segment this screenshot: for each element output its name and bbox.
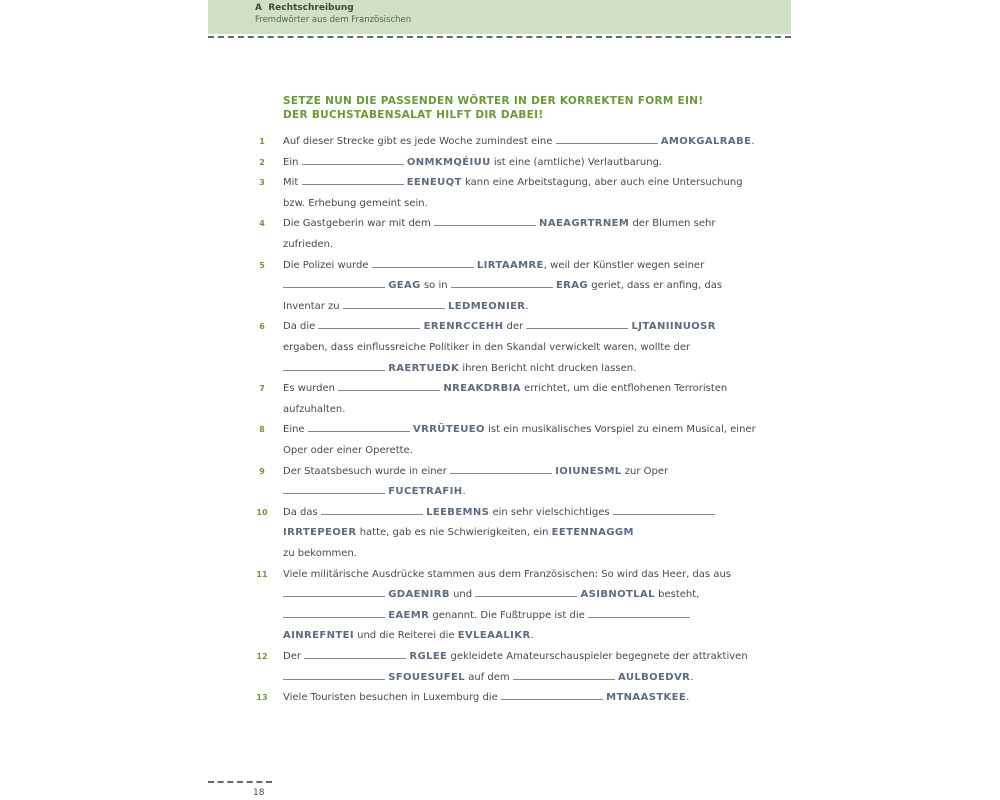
exercise-text: kann eine Arbeitstagung, aber auch eine Untersuchung [461, 177, 743, 189]
answer-blank[interactable] [501, 689, 603, 700]
exercise-text: Die Gastgeberin war mit dem [283, 218, 434, 230]
exercise-text: genannt. Die Fußtruppe ist die [429, 609, 588, 621]
scrambled-word: NREAKDRBIA [443, 383, 521, 395]
exercise-text: ein sehr vielschichtiges [489, 506, 613, 518]
scrambled-word: EVLEAALIKR [457, 630, 531, 642]
task-instruction [283, 94, 763, 122]
exercise-line [283, 153, 773, 173]
exercise-line [283, 482, 773, 502]
scrambled-word: LIRTAAMRE [476, 259, 544, 271]
exercise-line [283, 688, 773, 708]
exercise-number: 7 [259, 384, 265, 394]
chapter-subtitle: Fremdwörter aus dem Französischen [255, 15, 412, 25]
scrambled-word: SFOUESUFEL [388, 671, 466, 683]
exercise-number: 11 [256, 569, 268, 579]
exercise-number: 6 [259, 322, 265, 332]
answer-blank[interactable] [283, 669, 385, 680]
exercise-text: errichtet, um die entflohenen Terroristen [520, 383, 728, 395]
exercise-text: . [690, 671, 694, 683]
task-instruction-line-2: DER BUCHSTABENSALAT HILFT DIR DABEI! [283, 109, 544, 121]
exercise-line [283, 194, 773, 214]
exercise-text: . [686, 692, 690, 704]
exercise-text: und [449, 589, 476, 601]
exercise-number: 4 [259, 219, 265, 229]
answer-blank[interactable] [434, 215, 536, 226]
exercise-number: 13 [256, 693, 268, 703]
exercise-text: zu bekommen. [283, 548, 357, 559]
exercise-text: Mit [283, 177, 302, 189]
exercise-line [283, 544, 773, 564]
exercise-text: Da das [283, 506, 321, 518]
task-instruction-line-1: SETZE NUN DIE PASSENDEN WÖRTER IN DER KORREKTEN FORM EIN! [283, 95, 704, 107]
scrambled-word: LJTANIINUOSR [631, 321, 716, 333]
scrambled-word: EENEUQT [406, 177, 462, 189]
exercise-number: 2 [259, 157, 265, 167]
answer-blank[interactable] [513, 669, 615, 680]
exercise-number: 3 [259, 178, 265, 188]
exercise-text: Ein [283, 156, 302, 168]
scrambled-word: RAERTUEDK [388, 362, 460, 374]
scrambled-word: GEAG [388, 280, 421, 292]
answer-blank[interactable] [343, 298, 445, 309]
scrambled-word: IRRTEPEOER [283, 527, 357, 539]
exercise-number: 9 [259, 466, 265, 476]
exercise-number: 12 [256, 652, 268, 661]
scrambled-word: AMOKGALRABE [660, 136, 752, 147]
exercise-text: Viele Touristen besuchen in Luxemburg die [283, 692, 501, 704]
exercise-line [283, 606, 773, 626]
chapter-header [208, 0, 791, 34]
header-divider [208, 36, 791, 38]
exercise-text: und die Reiterei die [353, 630, 458, 642]
scrambled-word: FUCETRAFIH [388, 486, 463, 498]
exercise-text: der [503, 321, 527, 333]
exercise-text: auf dem [465, 671, 513, 683]
scrambled-word: AULBOEDVR [617, 671, 691, 683]
exercise-text: aufzuhalten. [283, 403, 346, 415]
answer-blank[interactable] [556, 133, 658, 144]
exercise-line [283, 647, 773, 667]
exercise-line [283, 359, 773, 379]
exercise-text: . [751, 136, 755, 147]
exercise-text: zufrieden. [283, 239, 334, 250]
exercise-text: ist ein musikalisches Vorspiel zu einem Musical, einer [484, 424, 756, 436]
exercise-text: der Blumen sehr [629, 218, 716, 230]
exercise-text: bzw. Erhebung gemeint sein. [283, 197, 428, 209]
scrambled-word: ONMKMQÉIUU [406, 156, 491, 168]
scrambled-word: EAEMR [388, 609, 430, 621]
scrambled-word: RGLEE [409, 651, 448, 662]
exercise-text: Inventar zu [283, 300, 343, 312]
exercise-text: hatte, gab es nie Schwierigkeiten, ein [356, 527, 552, 539]
exercise-line [283, 235, 773, 255]
exercise-line [283, 420, 773, 440]
answer-blank[interactable] [338, 380, 440, 391]
answer-blank[interactable] [283, 360, 385, 371]
exercise-line [283, 523, 773, 543]
answer-blank[interactable] [321, 504, 423, 515]
answer-blank[interactable] [283, 277, 385, 288]
exercise-text: Viele militärische Ausdrücke stammen aus dem Französischen: So wird das Heer, das aus [283, 568, 731, 580]
exercise-line [283, 565, 773, 585]
scrambled-word: NAEAGRTRNEM [539, 218, 630, 230]
scrambled-word: IOIUNESML [555, 465, 622, 477]
answer-blank[interactable] [588, 607, 690, 618]
exercise-line [283, 317, 773, 337]
scrambled-word: LEDMEONIER [448, 300, 526, 312]
exercise-line [283, 626, 773, 646]
scrambled-word: GDAENIRB [388, 589, 450, 601]
exercise-number: 1 [259, 137, 265, 146]
exercise-line [283, 173, 773, 193]
exercise-text: zur Oper [621, 465, 669, 477]
exercise-line [283, 256, 773, 276]
exercise-line [283, 214, 773, 234]
exercise-text: so in [420, 280, 451, 292]
exercise-number: 8 [259, 425, 265, 435]
answer-blank[interactable] [308, 421, 410, 432]
exercise-text: ergaben, dass einflussreiche Politiker in den Skandal verwickelt waren, wollte der [283, 342, 691, 353]
answer-blank[interactable] [372, 257, 474, 268]
exercise-text: Da die [283, 321, 319, 333]
exercise-text: geriet, dass er anfing, das [588, 280, 723, 292]
answer-blank[interactable] [450, 463, 552, 474]
exercise-text: Die Polizei wurde [283, 259, 372, 271]
exercise-line [283, 441, 773, 461]
exercise-text: ist eine (amtliche) Verlautbarung. [490, 156, 663, 168]
answer-blank[interactable] [283, 607, 385, 618]
exercise-line [283, 668, 773, 688]
answer-blank[interactable] [318, 318, 420, 329]
exercise-line [283, 462, 773, 482]
footer-divider [208, 781, 272, 783]
answer-blank[interactable] [613, 504, 715, 515]
exercise-line [283, 400, 773, 420]
scrambled-word: ERENRCCEHH [423, 321, 504, 333]
answer-blank[interactable] [302, 154, 404, 165]
chapter-title: A Rechtschreibung [255, 3, 354, 13]
exercise-text: gekleidete Amateurschauspieler begegnete der attraktiven [447, 651, 748, 662]
exercise-text: Eine [283, 424, 308, 436]
exercise-text: Oper oder einer Operette. [283, 445, 413, 456]
page-number: 18 [253, 788, 265, 798]
answer-blank[interactable] [475, 586, 577, 597]
exercise-text: . [525, 300, 529, 312]
exercise-line [283, 297, 773, 317]
exercise-text: ihren Bericht nicht drucken lassen. [459, 362, 637, 374]
exercise-text: Auf dieser Strecke gibt es jede Woche zumindest eine [283, 136, 556, 147]
exercise-number: 10 [256, 507, 268, 517]
scrambled-word: LEEBEMNS [426, 506, 490, 518]
answer-blank[interactable] [302, 174, 404, 185]
answer-blank[interactable] [451, 277, 553, 288]
exercise-line [283, 503, 773, 523]
scrambled-word: MTNAASTKEE [606, 692, 687, 704]
scrambled-word: VRRÜTEUEO [412, 424, 485, 436]
exercise-line [283, 132, 773, 152]
exercise-text: Der Staatsbesuch wurde in einer [283, 465, 450, 477]
scrambled-word: EETENNAGGM [551, 527, 634, 539]
exercise-text: , weil der Künstler wegen seiner [543, 259, 705, 271]
exercise-line [283, 379, 773, 399]
answer-blank[interactable] [283, 483, 385, 494]
exercise-number: 5 [259, 260, 265, 270]
answer-blank[interactable] [526, 318, 628, 329]
exercise-text: Es wurden [283, 383, 339, 395]
answer-blank[interactable] [283, 586, 385, 597]
exercise-line [283, 276, 773, 296]
exercise-text: . [530, 630, 534, 642]
scrambled-word: ERAG [555, 280, 589, 292]
exercise-line [283, 585, 773, 605]
answer-blank[interactable] [304, 648, 406, 659]
scrambled-word: ASIBNOTLAL [580, 589, 655, 601]
exercise-line [283, 338, 773, 358]
exercise-text: besteht, [654, 589, 700, 601]
exercise-text: Der [283, 651, 305, 662]
scrambled-word: AINREFNTEI [283, 630, 354, 642]
exercise-text: . [462, 486, 466, 498]
